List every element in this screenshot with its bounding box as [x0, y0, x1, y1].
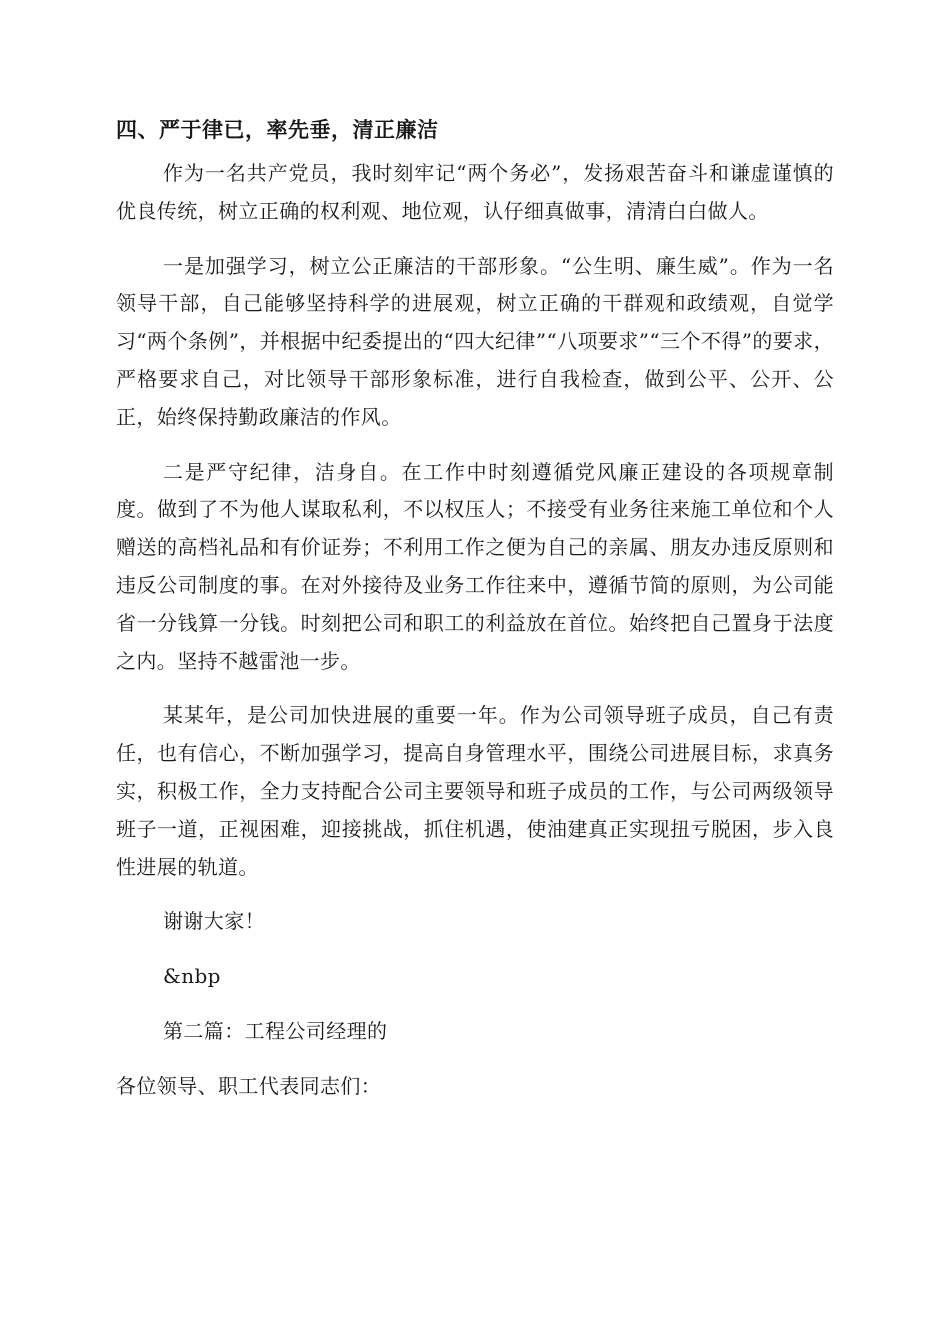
salutation: 各位领导、职工代表同志们：	[116, 1073, 382, 1098]
paragraph-nbp: &nbp	[163, 964, 221, 989]
paragraph-year-outlook: 某某年，是公司加快进展的重要一年。作为公司领导班子成员，自己有责任，也有信心，不断加强学习，提高自身管理水平，围绕公司进展目标，求真务实，积极工作，全力支持配合公司主要领导和班子成员的工作，与公司两级领导班子一道，正视困难，迎接挑战，抓住机遇，使油建真正实现扭亏脱困，步入良性进展的轨道。	[116, 703, 834, 879]
document-page	[116, 108, 834, 1123]
paragraph-discipline: 二是严守纪律，洁身自。在工作中时刻遵循党风廉正建设的各项规章制度。做到了不为他人谋取私利，不以权压人；不接受有业务往来施工单位和个人赠送的高档礼品和有价证券；不利用工作之便为自己的亲属、朋友办违反原则和违反公司制度的事。在对外接待及业务工作往来中，遵循节简的原则，为公司能省一分钱算一分钱。时刻把公司和职工的利益放在首位。始终把自己置身于法度之内。坚持不越雷池一步。	[116, 459, 834, 673]
paragraph-strengthen-study: 一是加强学习，树立公正廉洁的干部形象。“公生明、廉生威”。作为一名领导干部，自己能够坚持科学的进展观，树立正确的干群观和政绩观，自觉学习“两个条例”，并根据中纪委提出的“四大纪律”“八项要求”“三个不得”的要求，严格要求自己，对比领导干部形象标准，进行自我检查，做到公平、公开、公正，始终保持勤政廉洁的作风。	[116, 253, 834, 429]
paragraph-thanks: 谢谢大家！	[163, 909, 265, 934]
paragraph-second-article-title: 第二篇：工程公司经理的	[163, 1018, 388, 1043]
section-heading: 四、严于律已，率先垂，清正廉洁	[116, 118, 439, 142]
paragraph-party-member: 作为一名共产党员，我时刻牢记“两个务必”，发扬艰苦奋斗和谦虚谨慎的优良传统，树立正确的权利观、地位观，认仔细真做事，清清白白做人。	[116, 161, 834, 223]
